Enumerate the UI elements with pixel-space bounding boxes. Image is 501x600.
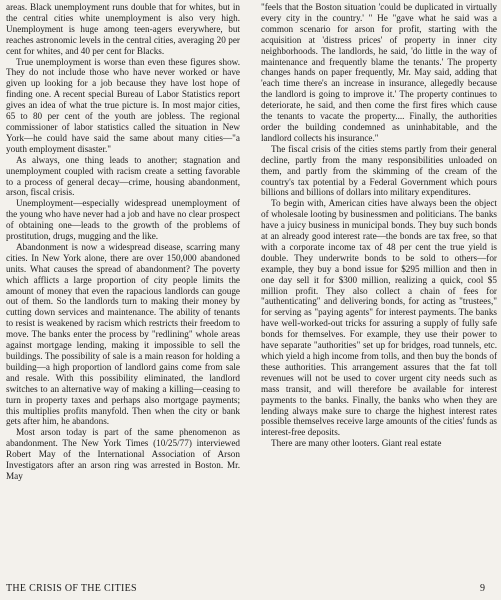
running-title: THE CRISIS OF THE CITIES [6,583,137,594]
paragraph: There are many other looters. Giant real estate [271,438,442,449]
paragraph: As always, one thing leads to another; stagnation and unemployment coupled with racism create a setting favorable to a process of general decay—crime, housing abandonment, arson, fiscal crisis. [6,154,240,198]
paragraph: Abandonment is now a widespread disease, scarring many cities. In New York alone, there are over 150,000 abandoned units. What causes the spread of abandonment? The poverty which afflicts a large proportion of city people limits the amount of money that even the rapacious landlords can gouge out of them. So the landlords turn to making their money by cutting down services and maintenance. The ability of tenants to resist is weakened by racism which restricts their freedom to move. The banks enter the process by "redlining" whole areas against mortgage lending, making it impossible to sell the buildings. The possibility of sale is a main reason for holding a building—a high proportion of landlord gains come from sale and resale. With this possibility eliminated, the landlord switches to an alternative way of making a killing—ceasing to turn in property taxes and perhaps also mortgage payments; this multiplies profits manyfold. Then when the city or bank gets after him, he abandons. [6,241,240,427]
paragraph: "feels that the Boston situation 'could be duplicated in virtually every city in the country.' " He "gave what he said was a common scenario for arson for profit, starting with the acquisition at 'distress prices' of property in inner city neighborhoods. The landlords, he said, 'do little in the way of maintenance and frequently blame the tenants.' The property changes hands on paper frequently, Mr. May said, adding that 'each time there's an increase in insurance, allegedly because the landlord is going to improve it.' The property continues to deteriorate, he said, and then come the first fires which cause the tenants to vacate the property.... Finally, the authorities order the building condemned as uninhabitable, and the landlord collects his insurance." [261,2,497,143]
left-text-column [6,2,240,482]
right-text-column [261,2,497,449]
paragraph: areas. Black unemployment runs double that for whites, but in the central cities white unemployment is also very high. Unemployment is huge among teen-agers everywhere, but reaches astronomic levels in the central cities, averaging 20 per cent for whites, and 40 per cent for Blacks. [6,2,240,56]
paragraph: Most arson today is part of the same phenomenon as abandonment. The New York Times (10/25/77) interviewed Robert May of the International Association of Arson Investigators after an arson ring was arrested in Boston. Mr. May [6,427,240,481]
paragraph: The fiscal crisis of the cities stems partly from their general decline, partly from the many responsibilities unloaded on them, and partly from the skimming of the cream of the country's tax potential by a Federal Government which pours billions and billions of dollars into military expenditures. [261,143,497,198]
paragraph: True unemployment is worse than even these figures show. They do not include those who have never worked or have given up looking for a job because they have lost hope of finding one. A recent special Bureau of Labor Statistics report gives an idea of what the true picture is. In most major cities, 65 to 80 per cent of the youth are jobless. The regional commissioner of labor statistics called the situation in New York—he could have said the same about many cities—"a youth employment disaster." [6,56,240,154]
page-footer [6,583,495,597]
page-number: 9 [480,583,485,594]
paragraph: Unemployment—especially widespread unemployment of the young who have never had a job and have no clear prospect of obtaining one—leads to the growth of the problems of prostitution, drugs, mugging and the like. [6,198,240,242]
paragraph: To begin with, American cities have always been the object of wholesale looting by businessmen and politicians. The banks have a juicy business in municipal bonds. They buy such bonds at an already good interest rate—the bonds are tax free, so that with a corporate income tax of 48 per cent the true yield is double. They underwrite bonds to be sold to others—for example, they buy a bond issue for $295 million and then in one day sell it for $300 million, realizing a quick, cool $5 million profit. They also collect a chain of fees for "authenticating" and delivering bonds, for acting as "trustees," for serving as "paying agents" for interest payments. The banks have well-worked-out tricks for assuring a supply of fully safe bonds for themselves. For example, they use their power to have separate "authorities" set up for bridges, road tunnels, etc. which yield a high income from tolls, and then buy the bonds of these authorities. This arrangement assures that the fat toll revenues will not be used to cover urgent city needs such as mass transit, and will therefore be available for interest payments to the banks. Finally, the banks who when they are lending always make sure to charge the highest interest rates possible themselves receive large amounts of the cities' funds as interest-free deposits. [261,198,497,438]
